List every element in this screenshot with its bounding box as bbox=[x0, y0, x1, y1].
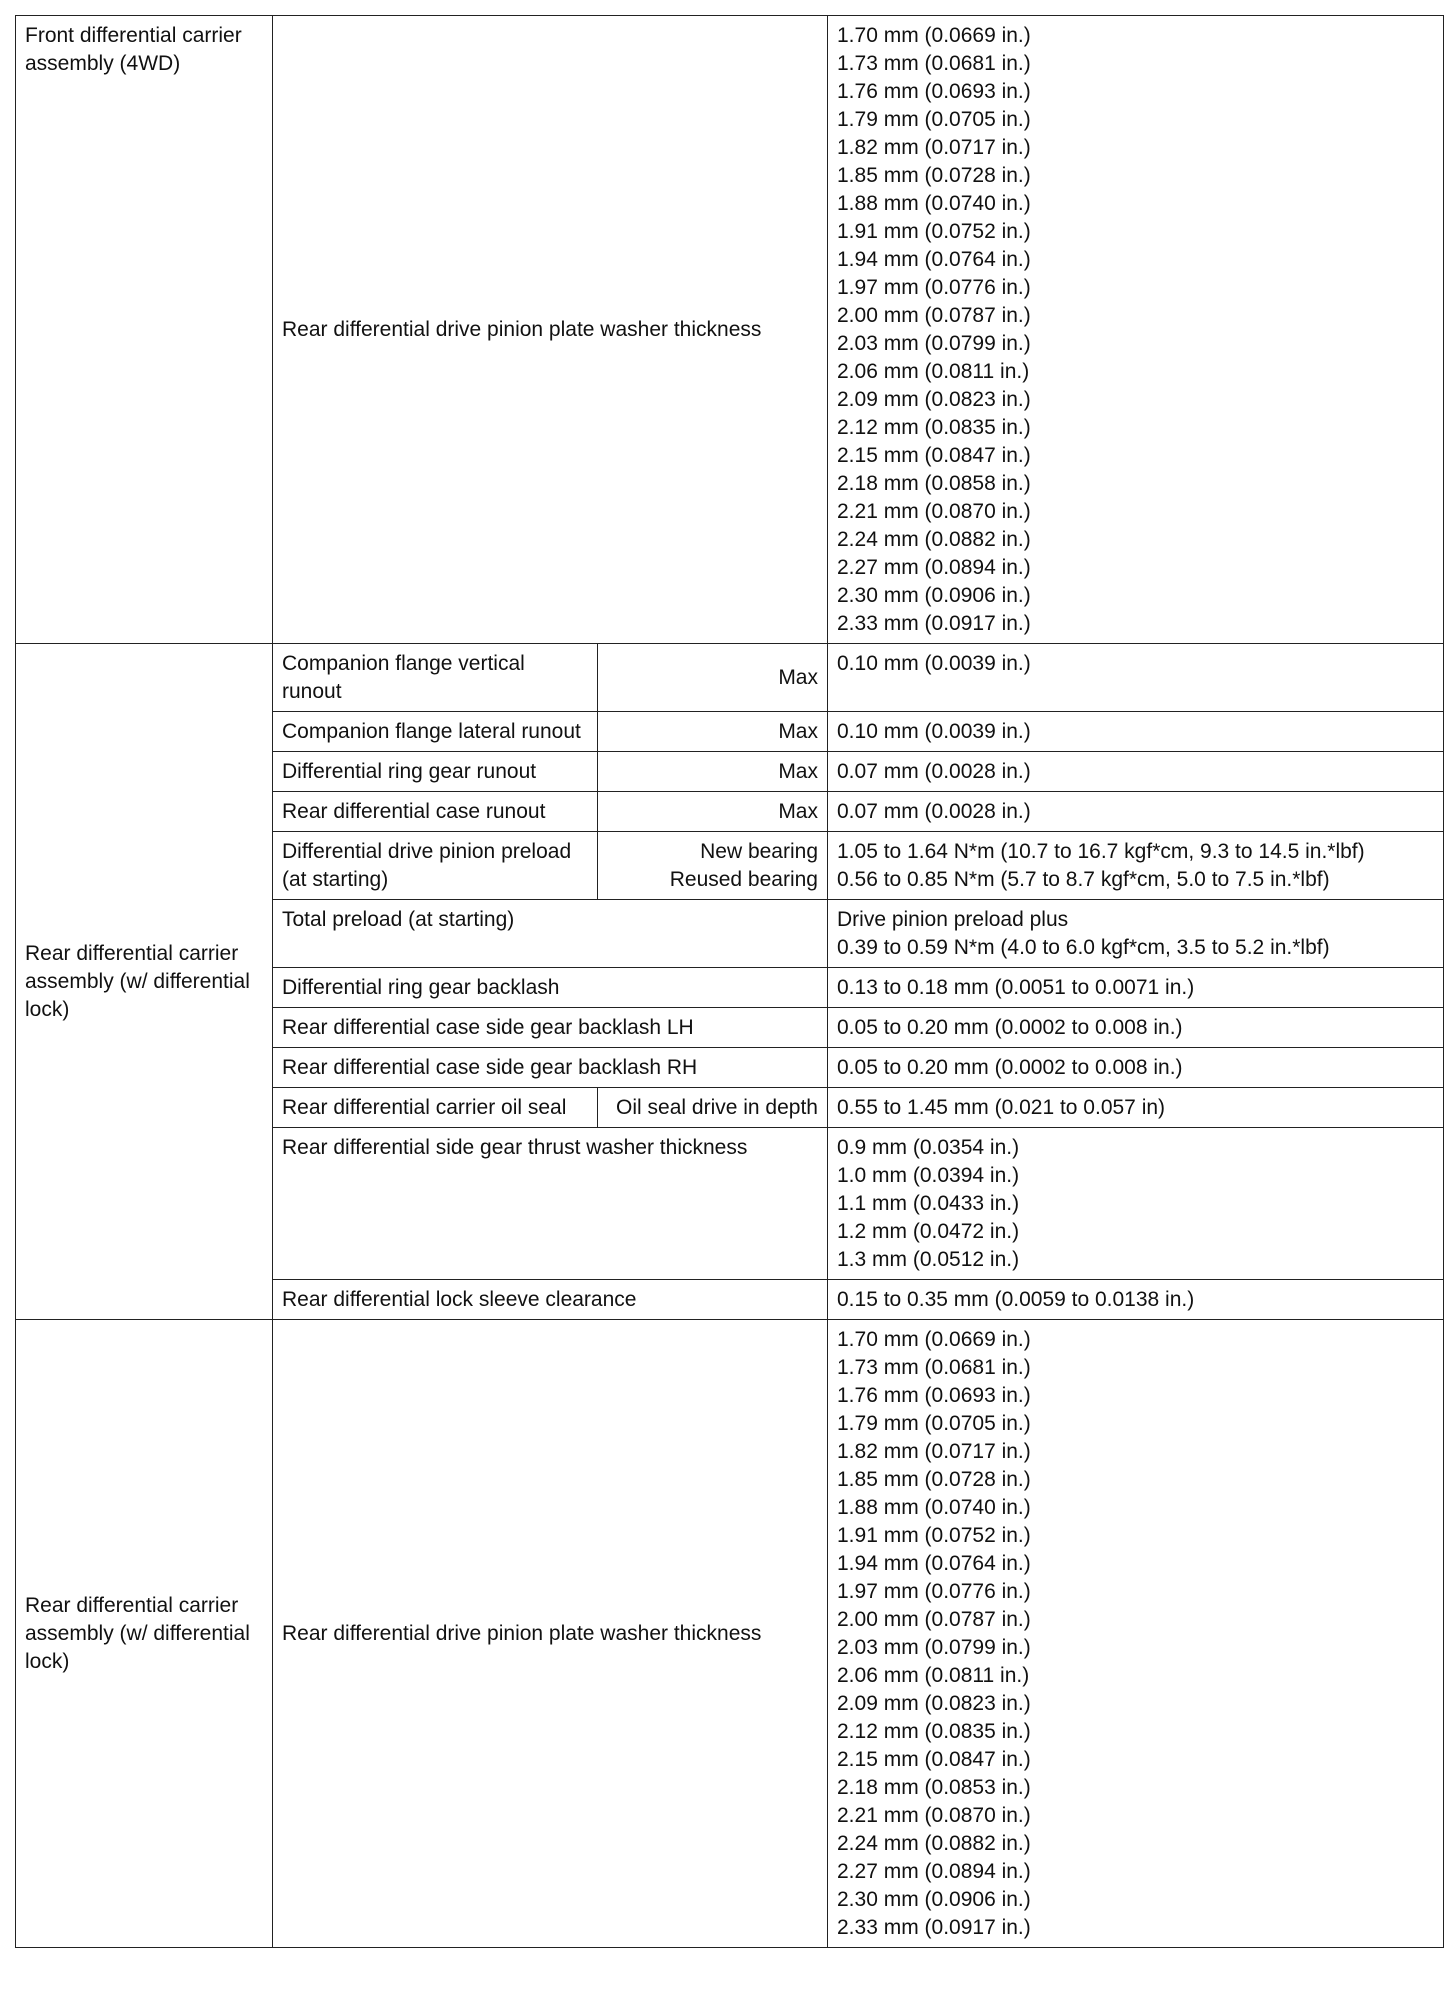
value-line: 2.09 mm (0.0823 in.) bbox=[837, 388, 1031, 411]
spec-table bbox=[15, 15, 1444, 1948]
condition-label: Oil seal drive in depth bbox=[616, 1096, 818, 1119]
value-line: 1.1 mm (0.0433 in.) bbox=[837, 1192, 1020, 1215]
value-line: 0.10 mm (0.0039 in.) bbox=[837, 720, 1031, 743]
item-cell bbox=[273, 1088, 598, 1128]
group-cell bbox=[16, 644, 273, 1320]
value-line: 1.70 mm (0.0669 in.) bbox=[837, 1328, 1031, 1351]
item-label: Total preload (at starting) bbox=[282, 908, 515, 931]
value-line: 0.39 to 0.59 N*m (4.0 to 6.0 kgf*cm, 3.5 to 5.2 in.*lbf) bbox=[837, 936, 1330, 959]
value-cell bbox=[828, 752, 1444, 792]
item-cell bbox=[273, 1320, 828, 1948]
table-row bbox=[16, 1320, 1444, 1948]
value-line: 1.97 mm (0.0776 in.) bbox=[837, 1580, 1031, 1603]
value-line: 2.21 mm (0.0870 in.) bbox=[837, 500, 1031, 523]
value-line: 2.06 mm (0.0811 in.) bbox=[837, 1664, 1030, 1687]
value-list bbox=[828, 1320, 1444, 1948]
item-cell bbox=[273, 968, 828, 1008]
condition-label: Max bbox=[778, 800, 818, 823]
item-label: Rear differential side gear thrust washer thickness bbox=[282, 1136, 748, 1159]
condition-cell bbox=[598, 1088, 828, 1128]
item-cell bbox=[273, 752, 598, 792]
item-label: Rear differential case side gear backlash LH bbox=[282, 1016, 694, 1039]
value-line: 2.03 mm (0.0799 in.) bbox=[837, 1636, 1031, 1659]
value-line: 2.09 mm (0.0823 in.) bbox=[837, 1692, 1031, 1715]
value-line: 1.0 mm (0.0394 in.) bbox=[837, 1164, 1020, 1187]
value-line: 1.88 mm (0.0740 in.) bbox=[837, 192, 1031, 215]
condition-cell bbox=[598, 644, 828, 712]
value-line: 2.18 mm (0.0858 in.) bbox=[837, 472, 1031, 495]
item-label: Companion flange lateral runout bbox=[282, 720, 581, 743]
condition-cell bbox=[598, 792, 828, 832]
value-line: 1.2 mm (0.0472 in.) bbox=[837, 1220, 1020, 1243]
item-cell bbox=[273, 1008, 828, 1048]
item-cell bbox=[273, 712, 598, 752]
value-line: 1.70 mm (0.0669 in.) bbox=[837, 24, 1031, 47]
condition-label: Max bbox=[778, 720, 818, 743]
value-line: 2.24 mm (0.0882 in.) bbox=[837, 528, 1031, 551]
value-line: 1.73 mm (0.0681 in.) bbox=[837, 1356, 1031, 1379]
item-label: Rear differential case side gear backlash RH bbox=[282, 1056, 698, 1079]
value-line: 1.3 mm (0.0512 in.) bbox=[837, 1248, 1020, 1271]
value-line: 0.13 to 0.18 mm (0.0051 to 0.0071 in.) bbox=[837, 976, 1195, 999]
value-line: 1.73 mm (0.0681 in.) bbox=[837, 52, 1031, 75]
value-line: 0.10 mm (0.0039 in.) bbox=[837, 652, 1031, 675]
value-cell bbox=[828, 792, 1444, 832]
item-cell bbox=[273, 16, 828, 644]
value-line: 1.88 mm (0.0740 in.) bbox=[837, 1496, 1031, 1519]
item-cell bbox=[273, 1048, 828, 1088]
group-cell bbox=[16, 16, 273, 644]
value-line: 1.82 mm (0.0717 in.) bbox=[837, 136, 1031, 159]
value-cell bbox=[828, 1088, 1444, 1128]
item-cell bbox=[273, 644, 598, 712]
condition-cell bbox=[598, 752, 828, 792]
value-line: 0.07 mm (0.0028 in.) bbox=[837, 800, 1031, 823]
value-line: 1.91 mm (0.0752 in.) bbox=[837, 1524, 1031, 1547]
value-cell bbox=[828, 712, 1444, 752]
value-list bbox=[828, 16, 1444, 644]
value-cell bbox=[828, 1008, 1444, 1048]
item-label: Differential drive pinion preload (at starting) bbox=[282, 840, 572, 891]
value-cell bbox=[828, 968, 1444, 1008]
item-label: Rear differential carrier oil seal bbox=[282, 1096, 567, 1119]
value-line: 0.15 to 0.35 mm (0.0059 to 0.0138 in.) bbox=[837, 1288, 1195, 1311]
value-line: 2.12 mm (0.0835 in.) bbox=[837, 1720, 1031, 1743]
value-line: 1.91 mm (0.0752 in.) bbox=[837, 220, 1031, 243]
value-line: 0.07 mm (0.0028 in.) bbox=[837, 760, 1031, 783]
value-cell bbox=[828, 1280, 1444, 1320]
value-line: 1.97 mm (0.0776 in.) bbox=[837, 276, 1031, 299]
value-line: 1.05 to 1.64 N*m (10.7 to 16.7 kgf*cm, 9.3 to 14.5 in.*lbf) bbox=[837, 840, 1365, 863]
value-line: 2.12 mm (0.0835 in.) bbox=[837, 416, 1031, 439]
value-line: 1.94 mm (0.0764 in.) bbox=[837, 1552, 1031, 1575]
value-line: 1.85 mm (0.0728 in.) bbox=[837, 164, 1031, 187]
item-cell bbox=[273, 832, 598, 900]
item-label: Rear differential case runout bbox=[282, 800, 546, 823]
item-cell bbox=[273, 792, 598, 832]
value-line: 1.82 mm (0.0717 in.) bbox=[837, 1440, 1031, 1463]
condition-label: Reused bearing bbox=[669, 868, 818, 891]
value-line: 2.33 mm (0.0917 in.) bbox=[837, 612, 1031, 635]
group-label: Front differential carrier assembly (4WD) bbox=[25, 24, 242, 75]
group-label: Rear differential carrier assembly (w/ differential lock) bbox=[25, 942, 250, 1021]
item-label: Differential ring gear runout bbox=[282, 760, 537, 783]
value-cell bbox=[828, 1048, 1444, 1088]
item-cell bbox=[273, 1128, 828, 1280]
condition-label: New bearing bbox=[700, 840, 818, 863]
spec-sheet bbox=[15, 15, 1443, 1948]
item-label: Rear differential drive pinion plate washer thickness bbox=[282, 318, 762, 341]
table-row bbox=[16, 644, 1444, 712]
value-line: 2.24 mm (0.0882 in.) bbox=[837, 1832, 1031, 1855]
value-line: 2.15 mm (0.0847 in.) bbox=[837, 444, 1031, 467]
value-line: 0.55 to 1.45 mm (0.021 to 0.057 in) bbox=[837, 1096, 1166, 1119]
value-line: 1.79 mm (0.0705 in.) bbox=[837, 1412, 1031, 1435]
value-cell bbox=[828, 832, 1444, 900]
value-list bbox=[828, 1128, 1444, 1280]
value-line: 2.30 mm (0.0906 in.) bbox=[837, 1888, 1031, 1911]
value-line: 2.27 mm (0.0894 in.) bbox=[837, 556, 1031, 579]
value-line: 2.21 mm (0.0870 in.) bbox=[837, 1804, 1031, 1827]
value-line: 0.05 to 0.20 mm (0.0002 to 0.008 in.) bbox=[837, 1016, 1183, 1039]
value-line: 2.00 mm (0.0787 in.) bbox=[837, 1608, 1031, 1631]
item-label: Differential ring gear backlash bbox=[282, 976, 560, 999]
value-line: 1.94 mm (0.0764 in.) bbox=[837, 248, 1031, 271]
condition-cell bbox=[598, 832, 828, 900]
table-row bbox=[16, 16, 1444, 644]
condition-label: Max bbox=[778, 666, 818, 689]
item-label: Companion flange vertical runout bbox=[282, 652, 525, 703]
group-cell bbox=[16, 1320, 273, 1948]
value-line: 2.27 mm (0.0894 in.) bbox=[837, 1860, 1031, 1883]
value-line: 0.05 to 0.20 mm (0.0002 to 0.008 in.) bbox=[837, 1056, 1183, 1079]
value-line: 2.18 mm (0.0853 in.) bbox=[837, 1776, 1031, 1799]
value-cell bbox=[828, 900, 1444, 968]
condition-label: Max bbox=[778, 760, 818, 783]
value-cell bbox=[828, 644, 1444, 712]
value-line: 2.00 mm (0.0787 in.) bbox=[837, 304, 1031, 327]
value-line: 2.15 mm (0.0847 in.) bbox=[837, 1748, 1031, 1771]
value-line: 1.76 mm (0.0693 in.) bbox=[837, 1384, 1031, 1407]
item-label: Rear differential lock sleeve clearance bbox=[282, 1288, 637, 1311]
value-line: 1.79 mm (0.0705 in.) bbox=[837, 108, 1031, 131]
item-cell bbox=[273, 900, 828, 968]
value-line: 2.06 mm (0.0811 in.) bbox=[837, 360, 1030, 383]
value-line: 1.85 mm (0.0728 in.) bbox=[837, 1468, 1031, 1491]
value-line: 1.76 mm (0.0693 in.) bbox=[837, 80, 1031, 103]
condition-cell bbox=[598, 712, 828, 752]
value-line: Drive pinion preload plus bbox=[837, 908, 1069, 931]
group-label: Rear differential carrier assembly (w/ differential lock) bbox=[25, 1594, 250, 1673]
item-cell bbox=[273, 1280, 828, 1320]
value-line: 0.56 to 0.85 N*m (5.7 to 8.7 kgf*cm, 5.0 to 7.5 in.*lbf) bbox=[837, 868, 1330, 891]
value-line: 2.30 mm (0.0906 in.) bbox=[837, 584, 1031, 607]
value-line: 2.33 mm (0.0917 in.) bbox=[837, 1916, 1031, 1939]
item-label: Rear differential drive pinion plate washer thickness bbox=[282, 1622, 762, 1645]
value-line: 0.9 mm (0.0354 in.) bbox=[837, 1136, 1020, 1159]
value-line: 2.03 mm (0.0799 in.) bbox=[837, 332, 1031, 355]
